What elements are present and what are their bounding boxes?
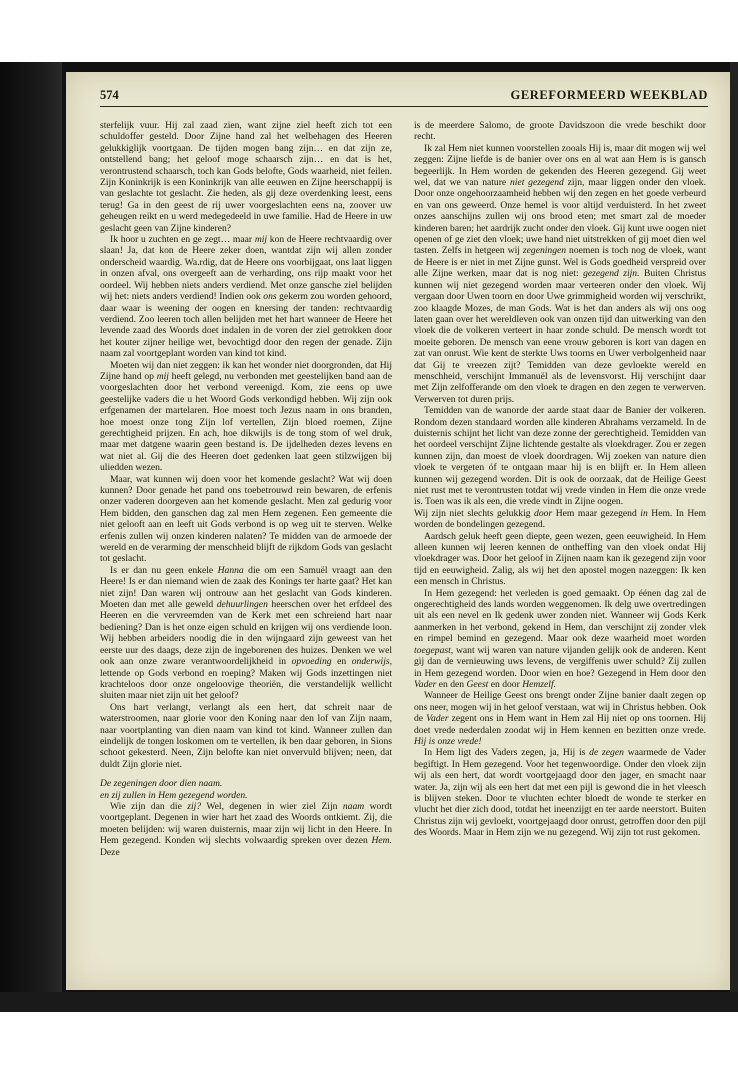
- running-header: [100, 84, 708, 107]
- paragraph: Temidden van de wanorde der aarde staat daar de Banier der volkeren. Rondom dezen standaard worden alle kinderen Abrahams verzameld. In de duisternis schijnt het licht van deze zonne der gerechtigheid. Temidden van het oordeel verschijnt Zijne lichtende gestalte als vloekdrager. Zou er zegen kunnen zijn, dan moest de vloek doordragen. Wij zoeken van nature dien vloek te vergeten óf te ontgaan maar hij is en blijft er. In Hem alleen kunnen wij gezegend worden. Dit is ook de oorzaak, dat de Heilige Geest niet rust met te verontrusten totdat wij vrede vinden in Hem die onze vrede is. Toen was ik als een, die vrede vindt in Zijne oogen.: [414, 405, 706, 508]
- magazine-page: [66, 72, 730, 990]
- paragraph: Aardsch geluk heeft geen diepte, geen wezen, geen eeuwigheid. In Hem alleen kunnen wij leeren kennen de ontheffing van den vloek ondat Hij vloekdrager was. Door het geloof in Zijnen naam kan ik gezegend zijn voor tijd en eeuwigheid. Zalig, als wij het den apostel mogen nazeggen: Ik ken een mensch in Christus.: [414, 530, 706, 588]
- left-column: [100, 120, 392, 858]
- section-subheading: De zegeningen door dien naam.: [100, 778, 223, 790]
- right-column: [414, 120, 706, 839]
- paragraph: Is er dan nu geen enkele Hanna die om een Samuël vraagt aan den Heere! Is er dan niemand wien de zaak des Konings ter harte gaat? Het kan niet zijn! Dan waren wij ontrouw aan het geslacht van Gods kinderen. Moeten dan met alle geweld dehuurlingen heerschen over het erfdeel des Heeren en die vervreemden van de Kerk met een schreiend hart naar bediening? Dan is het onze eigen schuld en krijgen wij ons verdiende loon. Wij hebben arbeiders noodig die in den wijngaard zijn geweest van het eerste uur des daags, deze zijn de ingeborenen des huizes. Denken we wel ook aan onze zware verantwoordelijkheid in opvoeding en onderwijs, lettende op Gods verbond en roeping? Maken wij Gods inzettingen niet krachteloos door onze ongeloovige theoriën, die verstandelijk wellicht sluiten maar niet zijn uit het geloof?: [100, 564, 393, 702]
- paragraph: Wie zijn dan die zij? Wel, degenen in wier ziel Zijn naam wordt voortgeplant. Degenen in wier hart het zaad des Woords ontkiemt. Zij, die moeten belijden: wij waren duisternis, maar zijn wij licht in den Heere. In Hem gezegend. Konden wij slechts volwaardig spreken over dezen Hem. Deze: [100, 800, 393, 858]
- paragraph: Maar, wat kunnen wij doen voor het komende geslacht? Wat wij doen kunnen? Door genade het pand ons toebetrouwd rein bewaren, de erfenis onzer vaderen doorgeven aan het komende geslacht. Men zal gedurig voor Hem bidden, den ganschen dag zal men Hem zegenen. Een gemeente die niet gelooft aan en leeft uit Gods verbond is op weg uit te sterven. Welke erfenis zullen wij onzen kinderen nalaten? Te midden van de armoede der wereld en de verarming der menschheid blijft de rijkdom Gods van geslacht tot geslacht.: [100, 473, 392, 565]
- section-subheading-line2: en zij zullen in Hem gezegend worden.: [100, 789, 248, 801]
- page-number: 574: [100, 88, 119, 102]
- scan-right-edge: [730, 62, 738, 1012]
- paragraph: Ik zal Hem niet kunnen voorstellen zooals Hij is, maar dit mogen wij wel zeggen: Zijne liefde is de banier over ons en al wat aan Hem is is gansch begeerlijk. In Hem worden de gekenden des Heeren gezegend. Gij weet wel, dat we van nature niet gezegend zijn, maar liggen onder den vloek. Door onze ongehoorzaamheid hebben wij den zegen en het goede verbeurd en van ons geweerd. Onze hemel is voor altijd verduisterd. In het zweet onzes aanschijns zullen wij ons brood eten; met smart zal de moeder kinderen baren; het aardrijk zucht onder den vloek. Gij kunt uwe oogen niet openen of ge ziet den vloek; uwe hand niet uitstrekken of gij moet dien wel tasten. Zelfs in hetgeen wij zegeningen noemen is toch nog de vloek, want de Heere is er niet in met Zijne gunst. Wel is Gods goedheid verspreid over alle Zijne werken, maar dat is nog niet: gezegend zijn. Buiten Christus kunnen wij niet gezegend worden maar verteeren onder den vloek. Wij vergaan door Uwen toorn en door Uwe grimmigheid worden wij verschrikt, zoo klaagde Mozes, de man Gods. Wat is het dan anders als wij ons oog laten gaan over het wereldleven ook van onzen tijd dan uitwerking van den vloek die de volkeren verteert in haar zonde schuld. De mensch wordt tot moeite geboren. De mensch van eene vrouw geboren is kort van dagen en zat van onrust. Wie kent de sterkte Uws toorns en Uwer verbolgenheid naar dat Gij te vreezen zijt? Temidden van deze gevloekte wereld en menschheid, verschijnt Immanuël als de levensvorst. Hij verschijnt daar met Zijn zelfofferande om den vloek te dragen en den zegen te verwerven. Verwerven tot duren prijs.: [414, 142, 706, 405]
- paragraph: In Hem gezegend: het verleden is goed gemaakt. Op éénen dag zal de ongerechtigheid des lands worden weggenomen. Ik delg uwe overtredingen uit als een nevel en Ik gedenk uwer zonden niet. Wanneer wij Gods Kerk aanmerken in het verbond, gekend in Hem, dan verschijnt zij zonder vlek en rimpel bemind en gezegend. Maar ook deze waarheid moet worden toegepast, want wij waren van nature vijanden gelijk ook de anderen. Kent gij dan de vernieuwing uws levens, de vergiffenis uwer schuld? Zij zullen in Hem gezegend worden. Door wien en hoe? Gezegend in Hem door den Vader en den Geest en door Hemzelf.: [414, 587, 706, 690]
- scan-left-edge: [0, 62, 62, 1012]
- publication-title: GEREFORMEERD WEEKBLAD: [510, 88, 708, 102]
- paragraph: Ik hoor u zuchten en ge zegt… maar mij kon de Heere rechtvaardig over slaan! Ja, dat kon de Heere zeker doen, wantdat zijn wij allen zonder onderscheid waardig. Wa.rdig, dat de Heere ons voorbijgaat, ons laat liggen in onzen afval, ons overgeeft aan de verharding, ons rijp maakt voor het oordeel. Wij hebben niets anders verdiend. Met onze gansche ziel belijden wij het: niets anders verdiend! Indien ook ons gekerm zou worden gehoord, daar waar is weening der oogen en knersing der tanden: rechtvaardig verdiend. Zoo leeren toch allen belijden met het hart wanneer de Heere het levende zaad des Woords doet indalen in de voren der ziel getrokken door het kouter zijner heilige wet, bevochtigd door den regen der genade. Zijn naam zal voortgeplant worden van kind tot kind.: [100, 234, 392, 360]
- paragraph: Moeten wij dan niet zeggen: ik kan het wonder niet doorgronden, dat Hij Zijne hand op mij heeft gelegd, nu verbonden met geestelijken band aan de voorgeslachten door het verbond vereenigd. Kom, zie eens op uwe geestelijke vaders die u het Woord Gods verkondigd hebben. Wij zijn ook erfgenamen der martelaren. Hoe moest toch Jezus naam in ons branden, hoe moest onze tong Zijn lof vertellen, Zijn bloed roemen, Zijne gerechtigheid prijzen. En ach, hoe dikwijls is de tong stom of wel druk, maar met datgene waarin geen bestand is. De ijdelheden dezes levens en wat niet al. Gij die des Heeren doet gedenken laat geen stilzwijgen bij uliedden wezen.: [100, 359, 392, 474]
- paragraph: sterfelijk vuur. Hij zal zaad zien, want zijne ziel heeft zich tot een schuldoffer gesteld. Door Zijne hand zal het welbehagen des Heeren gelukkiglijk voortgaan. De tijden mogen bang zijn… en dat zijn ze, ontstellend bang; het geloof moge schaarsch zijn… en dat is het, verontrustend schaarsch, toch kan Gods belofte, Gods waarheid, niet feilen. Zijn Koninkrijk is een Koninkrijk van alle eeuwen en Zijne heerschappij is van geslachte tot geslacht. Zie heden, als gij deze overdenking leest, eens terug! Ga in den geest de rij uwer voorgeslachten eens na, zoover uw geheugen reikt en u werd medegedeeld in uwe familie. Had de Heere in uw geslacht geen van Zijne kinderen?: [100, 120, 392, 234]
- paragraph: In Hem ligt des Vaders zegen, ja, Hij is de zegen waarmede de Vader begiftigt. In Hem gezegend. Voor het tegenwoordige. Onder den vloek zijn wij als een hert, dat wordt voortgejaagd door den jager, en smacht naar water. Ja, zijn wij als een hert dat met een pijl is gewond die in het vleesch is blijven steken. Door te vluchten echter bloedt de wonde te sterker en vlucht het dier zich dood, totdat het ineenzijgt en ter aarde neerstort. Buiten Christus zijn wij gevloekt, voortgejaagd door onrust, getroffen door den pijl des Woords. Maar in Hem zijn we nu gezegend. Wij zijn tot rust gekomen.: [414, 747, 706, 839]
- paragraph: Wanneer de Heilige Geest ons brengt onder Zijne banier daalt zegen op ons neer, mogen wij in het geloof verstaan, wat wij in Christus hebben. Ook de Vader zegent ons in Hem want in Hem zal Hij niet op ons toornen. Hij doet vrede nederdalen zoodat wij in Hem kennen en bezitten onze vrede. Hij is onze vrede!: [414, 690, 706, 747]
- paragraph: Wij zijn niet slechts gelukkig door Hem maar gezegend in Hem. In Hem worden de bondelingen gezegend.: [414, 507, 707, 531]
- paragraph: is de meerdere Salomo, de groote Davidszoon die vrede beschikt door recht.: [414, 120, 706, 143]
- scan-bottom-edge: [0, 992, 738, 1012]
- paragraph: Ons hart verlangt, verlangt als een hert, dat schreit naar de waterstroomen, naar glorie voor den Koning naar den lof van Zijn naam, naar voortplanting van dien naam van kind tot kind. Wanneer zullen dan eindelijk de tongen loskomen om te vertellen, ik ben daar geboren, in Sions schoot gekesterd. Neen, Zijn belofte kan niet onvervuld blijven; neen, dat duldt Zijn glorie niet.: [100, 701, 392, 770]
